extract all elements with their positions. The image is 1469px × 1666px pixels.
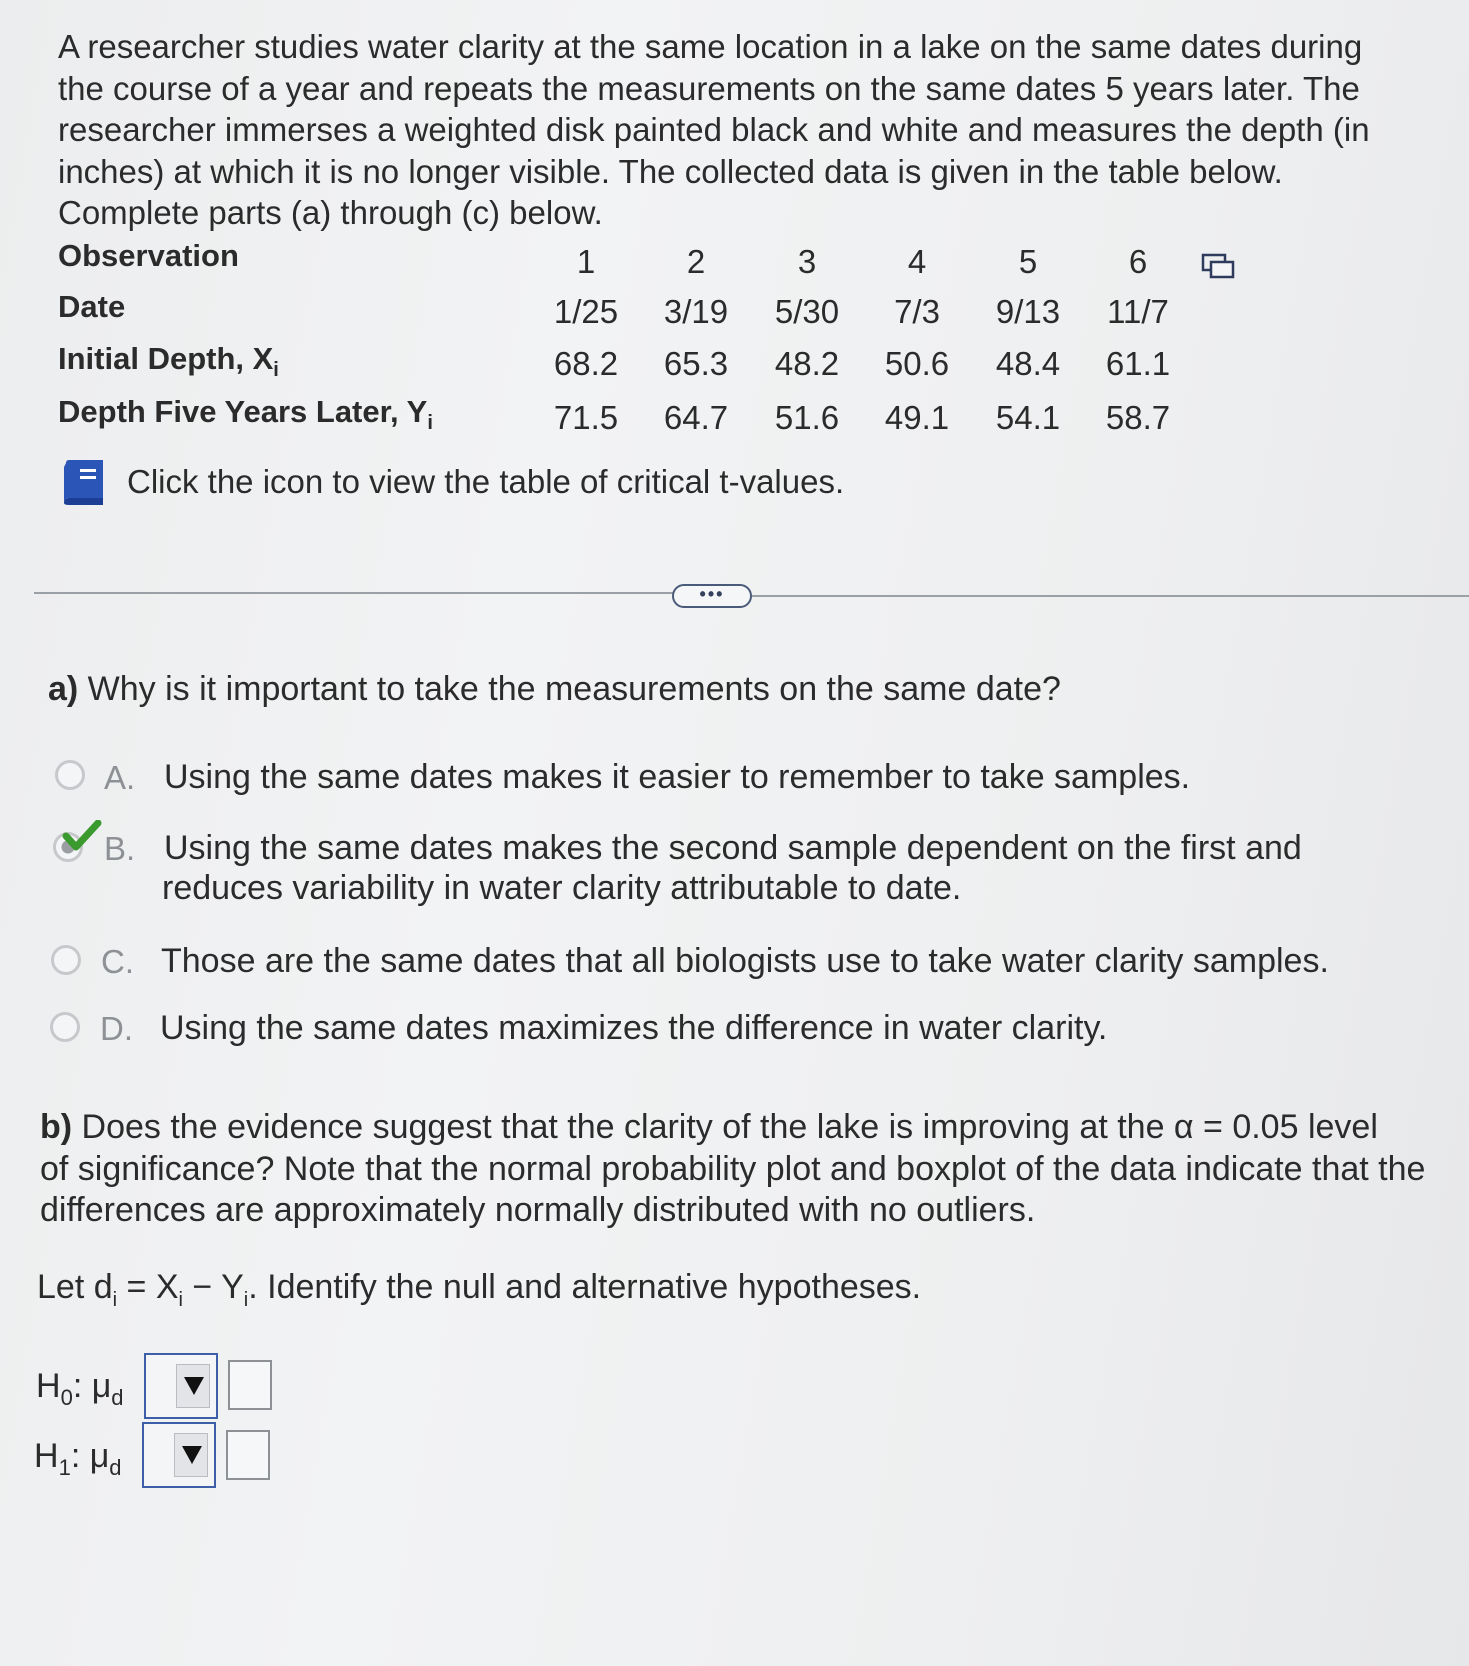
section-divider: [752, 595, 1469, 597]
part-b-question: b) Does the evidence suggest that the clarity of the lake is improving at the α = 0.05 level of significance? Note that the normal probability plot and boxplot of the data indicate that the differences are approximately normally distributed with no outliers.: [40, 1107, 1460, 1232]
row-label-later-depth: Depth Five Years Later, $Y_i$: [58, 394, 433, 435]
part-a-label: a): [48, 670, 79, 708]
option-text[interactable]: Using the same dates makes it easier to remember to take samples.: [164, 758, 1191, 796]
option-text[interactable]: Using the same dates maximizes the difference in water clarity.: [160, 1009, 1108, 1047]
table-cell: 48.2: [774, 345, 840, 382]
table-cell: 49.1: [884, 399, 950, 436]
option-text-continued[interactable]: reduces variability in water clarity attributable to date.: [162, 869, 962, 907]
table-cell: 3/19: [663, 293, 729, 330]
table-cell: 71.5: [553, 399, 619, 436]
table-cell: 58.7: [1105, 399, 1171, 436]
expand-button[interactable]: •••: [672, 584, 752, 608]
table-cell: 61.1: [1105, 345, 1171, 382]
table-cell: 2: [686, 243, 706, 280]
table-cell: 3: [797, 243, 817, 280]
row-label-observation: Observation: [58, 238, 239, 273]
section-divider: [34, 592, 674, 594]
part-a-question: a) Why is it important to take the measurements on the same date?: [48, 670, 1061, 708]
radio-option-a[interactable]: [55, 760, 85, 790]
problem-intro: [58, 26, 1438, 234]
table-cell: 9/13: [995, 293, 1061, 330]
table-cell: 64.7: [663, 399, 729, 436]
row-label-date: Date: [58, 289, 126, 324]
table-cell: 65.3: [663, 345, 729, 382]
option-text[interactable]: Those are the same dates that all biologists use to take water clarity samples.: [161, 942, 1329, 980]
chevron-down-icon: [184, 1377, 204, 1395]
part-b-line: differences are approximately normally distributed with no outliers.: [40, 1191, 1036, 1229]
option-text[interactable]: Using the same dates makes the second sample dependent on the first and: [164, 829, 1302, 867]
table-cell: 5: [1018, 243, 1038, 280]
intro-line: inches) at which it is no longer visible. The collected data is given in the table below.: [58, 152, 1283, 190]
hypotheses-instruction: Let $d_i = X_i - Y_i$. Identify the null and alternative hypotheses.: [37, 1268, 922, 1311]
book-icon[interactable]: [58, 457, 108, 507]
option-letter: D.: [100, 1010, 133, 1047]
copy-table-icon[interactable]: [1201, 253, 1235, 279]
chevron-down-icon: [182, 1446, 202, 1464]
table-cell: 5/30: [774, 293, 840, 330]
table-cell: 48.4: [995, 345, 1061, 382]
option-letter: C.: [101, 943, 134, 980]
dropdown-button[interactable]: [176, 1364, 210, 1408]
row-label-initial-depth: Initial Depth, $X_i$: [58, 341, 279, 382]
critical-t-values-link[interactable]: Click the icon to view the table of critical t-values.: [127, 463, 845, 500]
check-icon: [62, 820, 102, 854]
radio-option-c[interactable]: [51, 945, 81, 975]
null-hypothesis-operator-dropdown[interactable]: [144, 1353, 218, 1419]
alternative-hypothesis-value-input[interactable]: [226, 1430, 270, 1480]
dropdown-button[interactable]: [174, 1433, 208, 1477]
null-hypothesis-label: $H_0$: $\mu_d$: [36, 1367, 124, 1410]
intro-line: Complete parts (a) through (c) below.: [58, 194, 603, 231]
table-cell: 4: [907, 243, 927, 280]
intro-line: researcher immerses a weighted disk painted black and white and measures the depth (in: [58, 111, 1370, 148]
table-cell: 54.1: [995, 399, 1061, 436]
option-letter: B.: [104, 830, 136, 867]
option-letter: A.: [104, 759, 136, 796]
table-cell: 50.6: [884, 345, 950, 382]
intro-line: A researcher studies water clarity at the same location in a lake on the same dates during: [58, 28, 1363, 65]
table-cell: 68.2: [553, 345, 619, 382]
part-b-label: b): [40, 1108, 73, 1146]
radio-option-d[interactable]: [50, 1012, 80, 1042]
table-cell: 1: [576, 243, 596, 280]
table-cell: 11/7: [1107, 293, 1169, 330]
table-cell: 6: [1128, 243, 1148, 280]
table-cell: 51.6: [774, 399, 840, 436]
part-b-line: of significance? Note that the normal probability plot and boxplot of the data indicate that the: [40, 1149, 1426, 1188]
alternative-hypothesis-label: $H_1$: $\mu_d$: [34, 1437, 122, 1480]
null-hypothesis-value-input[interactable]: [228, 1360, 272, 1410]
alternative-hypothesis-operator-dropdown[interactable]: [142, 1422, 216, 1488]
table-cell: 1/25: [553, 293, 619, 330]
table-cell: 7/3: [894, 293, 940, 330]
intro-line: the course of a year and repeats the measurements on the same dates 5 years later. The: [58, 69, 1360, 107]
